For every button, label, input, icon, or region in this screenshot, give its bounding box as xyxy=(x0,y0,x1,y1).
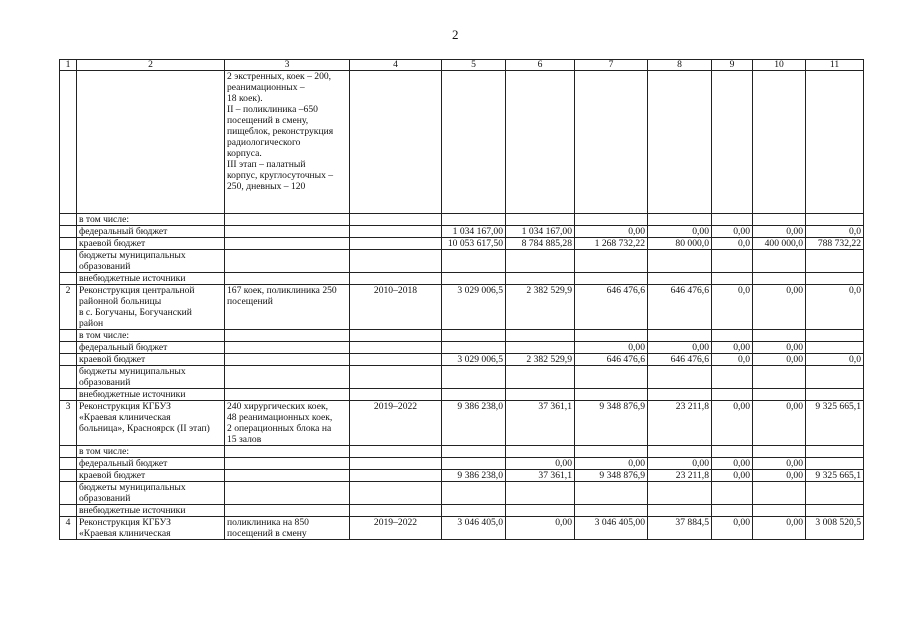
cell-c10 xyxy=(753,214,806,226)
cell-period xyxy=(350,226,442,238)
cell-c6 xyxy=(506,505,575,517)
cell-c9: 0,0 xyxy=(712,238,753,250)
cell-c11 xyxy=(806,505,864,517)
cell-label: в том числе: xyxy=(77,330,225,342)
cell-c7: 1 268 732,22 xyxy=(575,238,648,250)
cell-c11: 0,0 xyxy=(806,354,864,366)
cell-c9: 0,00 xyxy=(712,470,753,482)
cell-desc xyxy=(225,389,350,401)
cell-num xyxy=(60,226,77,238)
cell-c9 xyxy=(712,366,753,389)
cell-c6: 8 784 885,28 xyxy=(506,238,575,250)
column-header: 10 xyxy=(753,60,806,71)
cell-c10: 0,00 xyxy=(753,458,806,470)
cell-desc xyxy=(225,226,350,238)
cell-c5: 9 386 238,0 xyxy=(442,401,506,446)
cell-label: внебюджетные источники xyxy=(77,273,225,285)
cell-c5 xyxy=(442,342,506,354)
cell-c8 xyxy=(648,446,712,458)
cell-c10 xyxy=(753,273,806,285)
cell-c6 xyxy=(506,250,575,273)
cell-period: 2019–2022 xyxy=(350,401,442,446)
cell-label: краевой бюджет xyxy=(77,470,225,482)
table-row xyxy=(60,389,864,401)
table-row xyxy=(60,285,864,330)
table-row xyxy=(60,226,864,238)
table-row xyxy=(60,71,864,214)
table-row xyxy=(60,366,864,389)
cell-c8: 0,00 xyxy=(648,342,712,354)
cell-c8: 0,00 xyxy=(648,458,712,470)
cell-num xyxy=(60,470,77,482)
cell-c7: 0,00 xyxy=(575,226,648,238)
cell-label: федеральный бюджет xyxy=(77,226,225,238)
cell-num xyxy=(60,389,77,401)
cell-desc: поликлиника на 850 посещений в смену xyxy=(225,517,350,540)
cell-c5 xyxy=(442,250,506,273)
cell-c7 xyxy=(575,505,648,517)
cell-period xyxy=(350,458,442,470)
column-header: 4 xyxy=(350,60,442,71)
cell-label: краевой бюджет xyxy=(77,354,225,366)
cell-c8: 37 884,5 xyxy=(648,517,712,540)
cell-c5: 10 053 617,50 xyxy=(442,238,506,250)
cell-label: краевой бюджет xyxy=(77,238,225,250)
cell-c8: 80 000,0 xyxy=(648,238,712,250)
page-number: 2 xyxy=(452,27,459,42)
cell-period xyxy=(350,482,442,505)
cell-num xyxy=(60,214,77,226)
column-header: 5 xyxy=(442,60,506,71)
cell-c11 xyxy=(806,389,864,401)
cell-c9 xyxy=(712,389,753,401)
column-header: 3 xyxy=(225,60,350,71)
cell-num xyxy=(60,366,77,389)
cell-c7 xyxy=(575,366,648,389)
column-header: 8 xyxy=(648,60,712,71)
cell-period: 2010–2018 xyxy=(350,285,442,330)
column-header: 1 xyxy=(60,60,77,71)
column-header: 2 xyxy=(77,60,225,71)
column-header: 11 xyxy=(806,60,864,71)
cell-c7: 0,00 xyxy=(575,458,648,470)
cell-c11: 3 008 520,5 xyxy=(806,517,864,540)
table-row xyxy=(60,250,864,273)
cell-c5: 3 046 405,0 xyxy=(442,517,506,540)
cell-c7: 9 348 876,9 xyxy=(575,470,648,482)
cell-desc xyxy=(225,273,350,285)
cell-c9: 0,00 xyxy=(712,458,753,470)
cell-c6: 1 034 167,00 xyxy=(506,226,575,238)
cell-label: внебюджетные источники xyxy=(77,389,225,401)
cell-label: федеральный бюджет xyxy=(77,342,225,354)
cell-num xyxy=(60,330,77,342)
cell-c6 xyxy=(506,214,575,226)
cell-c6: 0,00 xyxy=(506,517,575,540)
cell-c11 xyxy=(806,366,864,389)
cell-c11: 0,0 xyxy=(806,285,864,330)
cell-c8 xyxy=(648,366,712,389)
cell-period xyxy=(350,470,442,482)
cell-c9 xyxy=(712,330,753,342)
object-description: 2 экстренных, коек – 200, реанимационных – 18 коек). II – поликлиника –650 посещений в смену, пищеблок, реконструкция радиологического корпуса. III этап – палатный корпус, круглосуточных – 250, дневных – 120 xyxy=(227,71,334,192)
cell-period xyxy=(350,389,442,401)
cell-label: бюджеты муниципальных образований xyxy=(77,366,225,389)
cell-desc xyxy=(225,330,350,342)
cell-c6 xyxy=(506,342,575,354)
cell-c5 xyxy=(442,366,506,389)
cell-c5: 1 034 167,00 xyxy=(442,226,506,238)
cell-desc xyxy=(225,470,350,482)
cell-desc: 240 хирургических коек, 48 реанимационных коек, 2 операционных блока на 15 залов xyxy=(225,401,350,446)
cell-num xyxy=(60,342,77,354)
cell-c8 xyxy=(648,273,712,285)
cell-period xyxy=(350,354,442,366)
cell-c9: 0,0 xyxy=(712,354,753,366)
cell-c8: 646 476,6 xyxy=(648,354,712,366)
cell-c8 xyxy=(648,214,712,226)
cell-c5: 9 386 238,0 xyxy=(442,470,506,482)
cell-c7 xyxy=(575,273,648,285)
cell-num: 4 xyxy=(60,517,77,540)
cell-c10: 0,00 xyxy=(753,342,806,354)
cell-c10 xyxy=(753,446,806,458)
cell-desc xyxy=(225,214,350,226)
cell-c5 xyxy=(442,214,506,226)
cell-c10 xyxy=(753,366,806,389)
cell-c7 xyxy=(575,330,648,342)
cell-desc xyxy=(225,458,350,470)
table-row xyxy=(60,470,864,482)
cell-c6 xyxy=(506,366,575,389)
table-row xyxy=(60,238,864,250)
cell-period xyxy=(350,238,442,250)
cell-c10 xyxy=(753,330,806,342)
cell-c11: 9 325 665,1 xyxy=(806,401,864,446)
cell-period xyxy=(350,366,442,389)
cell-c7: 646 476,6 xyxy=(575,285,648,330)
table-row xyxy=(60,517,864,540)
cell-label: бюджеты муниципальных образований xyxy=(77,250,225,273)
cell-label: федеральный бюджет xyxy=(77,458,225,470)
cell-c10: 0,00 xyxy=(753,470,806,482)
cell-desc xyxy=(225,505,350,517)
cell-c7: 3 046 405,00 xyxy=(575,517,648,540)
cell-c5 xyxy=(442,330,506,342)
cell-period xyxy=(350,330,442,342)
cell-c6: 37 361,1 xyxy=(506,470,575,482)
cell-c7: 0,00 xyxy=(575,342,648,354)
cell-c9 xyxy=(712,446,753,458)
cell-c10: 0,00 xyxy=(753,517,806,540)
budget-table xyxy=(59,59,864,540)
cell-c11: 9 325 665,1 xyxy=(806,470,864,482)
table-row xyxy=(60,401,864,446)
cell-period xyxy=(350,446,442,458)
cell-c8 xyxy=(648,330,712,342)
cell-desc xyxy=(225,238,350,250)
cell-c11 xyxy=(806,273,864,285)
cell-period xyxy=(350,342,442,354)
cell-c7 xyxy=(575,446,648,458)
cell-c9: 0,00 xyxy=(712,517,753,540)
column-header: 9 xyxy=(712,60,753,71)
cell-c10: 0,00 xyxy=(753,226,806,238)
cell-c7: 9 348 876,9 xyxy=(575,401,648,446)
table-row xyxy=(60,342,864,354)
table-row xyxy=(60,505,864,517)
cell-label: Реконструкция КГБУЗ «Краевая клиническая больница», Красноярск (II этап) xyxy=(77,401,225,446)
cell-c10 xyxy=(753,482,806,505)
cell-num xyxy=(60,458,77,470)
cell-c6 xyxy=(506,446,575,458)
cell-c9 xyxy=(712,505,753,517)
cell-c6: 2 382 529,9 xyxy=(506,285,575,330)
cell-c5 xyxy=(442,273,506,285)
cell-c7 xyxy=(575,214,648,226)
cell-desc xyxy=(225,250,350,273)
cell-c10 xyxy=(753,389,806,401)
cell-c11 xyxy=(806,330,864,342)
cell-num: 2 xyxy=(60,285,77,330)
cell-c10 xyxy=(753,250,806,273)
cell-c5 xyxy=(442,389,506,401)
cell-desc xyxy=(225,354,350,366)
cell-c8 xyxy=(648,389,712,401)
cell-num xyxy=(60,505,77,517)
cell-c11 xyxy=(806,446,864,458)
cell-c8: 23 211,8 xyxy=(648,401,712,446)
cell-period xyxy=(350,250,442,273)
table-row xyxy=(60,354,864,366)
cell-period xyxy=(350,505,442,517)
cell-desc: 167 коек, поликлиника 250 посещений xyxy=(225,285,350,330)
cell-c6: 2 382 529,9 xyxy=(506,354,575,366)
cell-c6 xyxy=(506,273,575,285)
cell-num xyxy=(60,354,77,366)
cell-c7 xyxy=(575,250,648,273)
cell-c8: 23 211,8 xyxy=(648,470,712,482)
cell-period xyxy=(350,214,442,226)
cell-c5 xyxy=(442,505,506,517)
cell-c11: 788 732,22 xyxy=(806,238,864,250)
cell-c5 xyxy=(442,458,506,470)
cell-c10: 0,00 xyxy=(753,401,806,446)
cell-num xyxy=(60,250,77,273)
cell-c6 xyxy=(506,482,575,505)
cell-c7 xyxy=(575,389,648,401)
cell-num xyxy=(60,446,77,458)
cell-c5 xyxy=(442,446,506,458)
cell-c11 xyxy=(806,458,864,470)
column-header: 7 xyxy=(575,60,648,71)
cell-c9: 0,00 xyxy=(712,342,753,354)
column-header: 6 xyxy=(506,60,575,71)
cell-label: Реконструкция центральной районной больницы в с. Богучаны, Богучанский район xyxy=(77,285,225,330)
cell-num xyxy=(60,482,77,505)
cell-num xyxy=(60,273,77,285)
cell-c11 xyxy=(806,250,864,273)
cell-c5 xyxy=(442,482,506,505)
cell-c6 xyxy=(506,389,575,401)
cell-c6: 0,00 xyxy=(506,458,575,470)
cell-label: внебюджетные источники xyxy=(77,505,225,517)
cell-c10: 0,00 xyxy=(753,354,806,366)
cell-c10: 0,00 xyxy=(753,285,806,330)
cell-c10: 400 000,0 xyxy=(753,238,806,250)
cell-period: 2019–2022 xyxy=(350,517,442,540)
cell-c11 xyxy=(806,342,864,354)
cell-c9 xyxy=(712,214,753,226)
cell-desc xyxy=(225,482,350,505)
cell-c6: 37 361,1 xyxy=(506,401,575,446)
cell-label: бюджеты муниципальных образований xyxy=(77,482,225,505)
header-row xyxy=(60,60,864,71)
cell-desc xyxy=(225,446,350,458)
cell-desc xyxy=(225,366,350,389)
cell-c11 xyxy=(806,482,864,505)
table-row xyxy=(60,446,864,458)
cell-c5: 3 029 006,5 xyxy=(442,285,506,330)
cell-num: 3 xyxy=(60,401,77,446)
cell-c8: 0,00 xyxy=(648,226,712,238)
cell-c11 xyxy=(806,214,864,226)
cell-label: в том числе: xyxy=(77,214,225,226)
cell-c6 xyxy=(506,330,575,342)
cell-c9: 0,00 xyxy=(712,401,753,446)
cell-c9: 0,0 xyxy=(712,285,753,330)
cell-c5: 3 029 006,5 xyxy=(442,354,506,366)
cell-c9: 0,00 xyxy=(712,226,753,238)
cell-c9 xyxy=(712,273,753,285)
cell-c9 xyxy=(712,250,753,273)
cell-c8: 646 476,6 xyxy=(648,285,712,330)
cell-c8 xyxy=(648,505,712,517)
cell-c8 xyxy=(648,250,712,273)
cell-c8 xyxy=(648,482,712,505)
table-row xyxy=(60,458,864,470)
cell-c7 xyxy=(575,482,648,505)
table-row xyxy=(60,482,864,505)
cell-c7: 646 476,6 xyxy=(575,354,648,366)
cell-c11: 0,0 xyxy=(806,226,864,238)
cell-c9 xyxy=(712,482,753,505)
cell-label: Реконструкция КГБУЗ «Краевая клиническая xyxy=(77,517,225,540)
cell-c10 xyxy=(753,505,806,517)
cell-num xyxy=(60,238,77,250)
cell-desc xyxy=(225,342,350,354)
cell-period xyxy=(350,273,442,285)
table-row xyxy=(60,330,864,342)
cell-label: в том числе: xyxy=(77,446,225,458)
table-row xyxy=(60,273,864,285)
table-row xyxy=(60,214,864,226)
